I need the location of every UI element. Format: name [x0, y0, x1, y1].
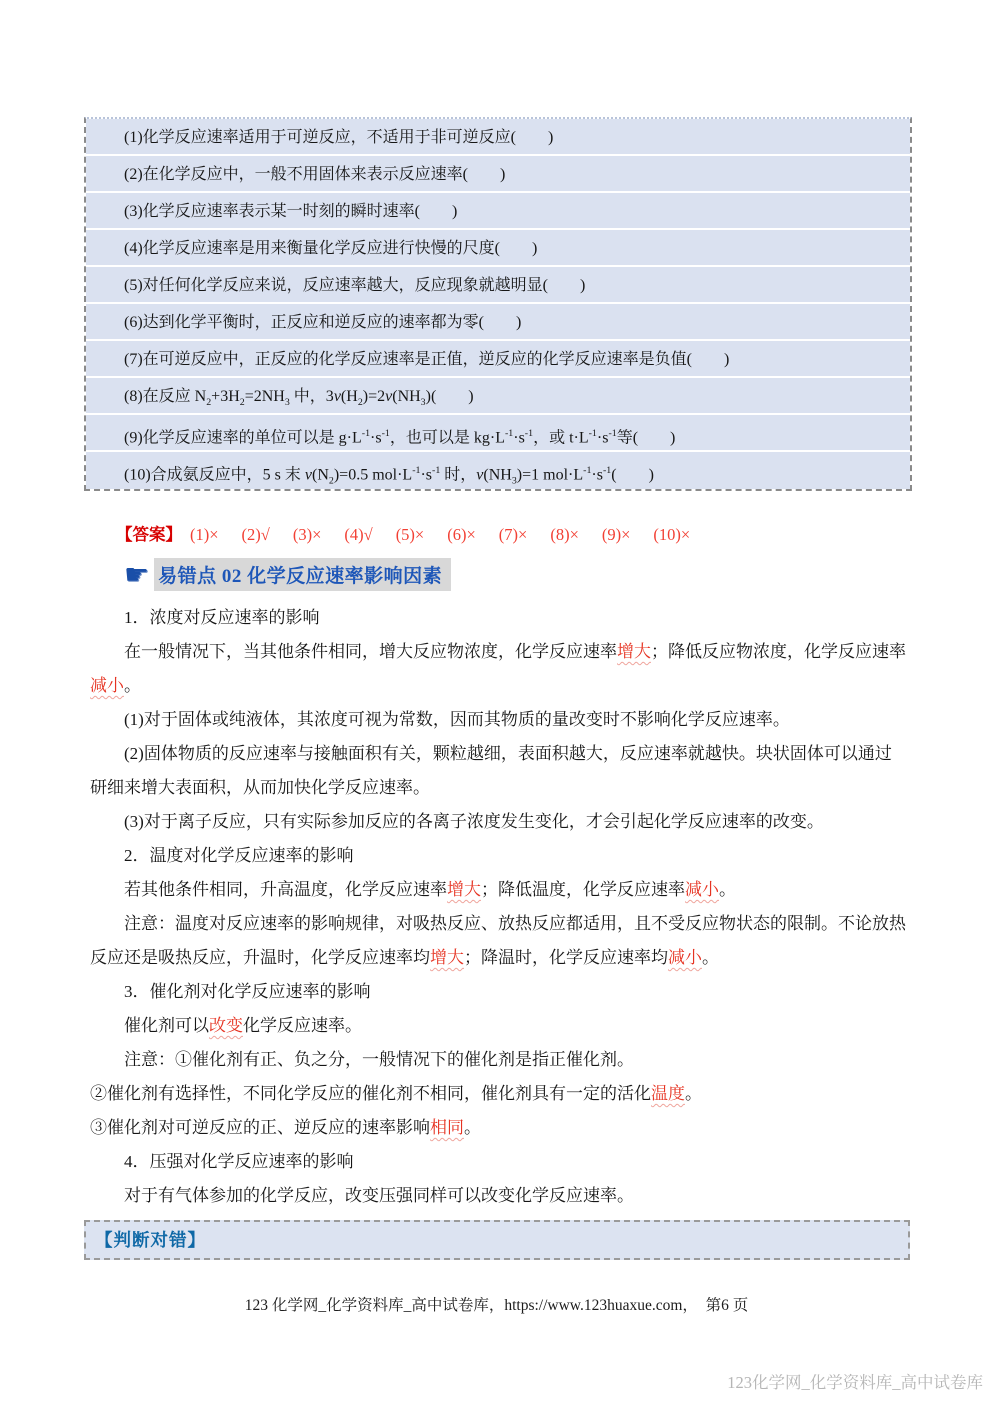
quiz-row: (9)化学反应速率的单位可以是 $g\cdot L^{-1}\cdot s^{-1}$，也可以是 $kg\cdot L^{-1}\cdot s^{-1}$，或 $t\cdot L^{-1}\cdot s^{-1}$等( ) [86, 415, 910, 452]
page-footer: 123 化学网_化学资料库_高中试卷库，https://www.123huaxue.com， 第6 页 [244, 1297, 749, 1314]
red-keyword: 改变 [209, 1016, 243, 1035]
judge-box [84, 1220, 910, 1260]
judge-box-label: 【判断对错】 [95, 1230, 206, 1250]
quiz-row: (8)在反应 $N_2+3H_2=2NH_3$ 中，$3v(H_2)=2v(NH_3)$( ) [86, 378, 910, 415]
answer-item: (6)× [447, 525, 476, 544]
note-paragraph: ②催化剂有选择性，不同化学反应的催化剂不相同，催化剂具有一定的活化温度。 [90, 1084, 702, 1103]
note-paragraph: 催化剂可以改变化学反应速率。 [124, 1016, 362, 1035]
red-keyword: 相同 [430, 1118, 464, 1137]
note-paragraph: 在一般情况下，当其他条件相同，增大反应物浓度，化学反应速率增大；降低反应物浓度，化学反应速率减小。 [90, 642, 906, 695]
note-paragraph: 若其他条件相同，升高温度，化学反应速率增大；降低温度，化学反应速率减小。 [124, 880, 736, 899]
note-paragraph: 1．浓度对反应速率的影响 [124, 608, 320, 627]
quiz-row: (6)达到化学平衡时，正反应和逆反应的速率都为零( ) [86, 304, 910, 341]
quiz-row: (3)化学反应速率表示某一时刻的瞬时速率( ) [86, 193, 910, 230]
watermark: 123化学网_化学资料库_高中试卷库 [727, 1373, 983, 1392]
note-paragraph: 对于有气体参加的化学反应，改变压强同样可以改变化学反应速率。 [124, 1186, 634, 1205]
quiz-row: (5)对任何化学反应来说，反应速率越大，反应现象就越明显( ) [86, 267, 910, 304]
quiz-row: (1)化学反应速率适用于可逆反应，不适用于非可逆反应( ) [86, 119, 910, 156]
quiz-row: (4)化学反应速率是用来衡量化学反应进行快慢的尺度( ) [86, 230, 910, 267]
red-keyword: 增大 [447, 880, 481, 899]
notes [90, 601, 908, 1213]
note-paragraph: 2．温度对化学反应速率的影响 [124, 846, 354, 865]
answer-item: (3)× [292, 525, 322, 544]
answer-item: (7)× [498, 525, 528, 544]
section-title: 易错点 02 化学反应速率影响因素 [154, 558, 451, 591]
section-header [124, 558, 451, 591]
note-paragraph: 注意：①催化剂有正、负之分，一般情况下的催化剂是指正催化剂。 [124, 1050, 634, 1069]
note-paragraph: (3)对于离子反应，只有实际参加反应的各离子浓度发生变化，才会引起化学反应速率的改变。 [124, 812, 824, 831]
quiz-row: (2)在化学反应中，一般不用固体来表示反应速率( ) [86, 156, 910, 193]
answer-item: (9)× [601, 525, 631, 544]
answer-line [116, 521, 713, 545]
answer-item: (2)√ [241, 525, 270, 544]
pointing-hand-icon: ☛ [124, 557, 150, 591]
quiz-table [84, 117, 912, 491]
note-paragraph: (1)对于固体或纯液体，其浓度可视为常数，因而其物质的量改变时不影响化学反应速率。 [124, 710, 790, 729]
answer-item: (4)√ [344, 525, 373, 544]
answer-item: (8)× [550, 525, 579, 544]
red-keyword: 温度 [651, 1084, 685, 1103]
quiz-row: (10)合成氨反应中，5 s 末 $v(N_2)=0.5$ $mol\cdot L^{-1}\cdot s^{-1}$ 时，$v(NH_3)=1$ $mol\cdot L^{-1}\cdot s^{-1}$( ) [86, 452, 910, 489]
red-keyword: 减小 [90, 676, 124, 695]
note-paragraph: 注意：温度对反应速率的影响规律，对吸热反应、放热反应都适用，且不受反应物状态的限制。不论放热反应还是吸热反应，升温时，化学反应速率均增大；降温时，化学反应速率均减小。 [90, 914, 906, 967]
red-keyword: 增大 [617, 642, 651, 661]
answers-items [190, 525, 713, 544]
answer-label: 【答案】 [116, 525, 182, 544]
red-keyword: 增大 [430, 948, 464, 967]
note-paragraph: (2)固体物质的反应速率与接触面积有关，颗粒越细，表面积越大，反应速率就越快。块状固体可以通过研细来增大表面积，从而加快化学反应速率。 [90, 744, 892, 797]
red-keyword: 减小 [685, 880, 719, 899]
answer-item: (10)× [653, 525, 691, 544]
answer-item: (5)× [395, 525, 425, 544]
note-paragraph: ③催化剂对可逆反应的正、逆反应的速率影响相同。 [90, 1118, 481, 1137]
quiz-row: (7)在可逆反应中，正反应的化学反应速率是正值，逆反应的化学反应速率是负值( ) [86, 341, 910, 378]
note-paragraph: 3．催化剂对化学反应速率的影响 [124, 982, 371, 1001]
answer-item: (1)× [190, 525, 219, 544]
note-paragraph: 4．压强对化学反应速率的影响 [124, 1152, 354, 1171]
red-keyword: 减小 [668, 948, 702, 967]
